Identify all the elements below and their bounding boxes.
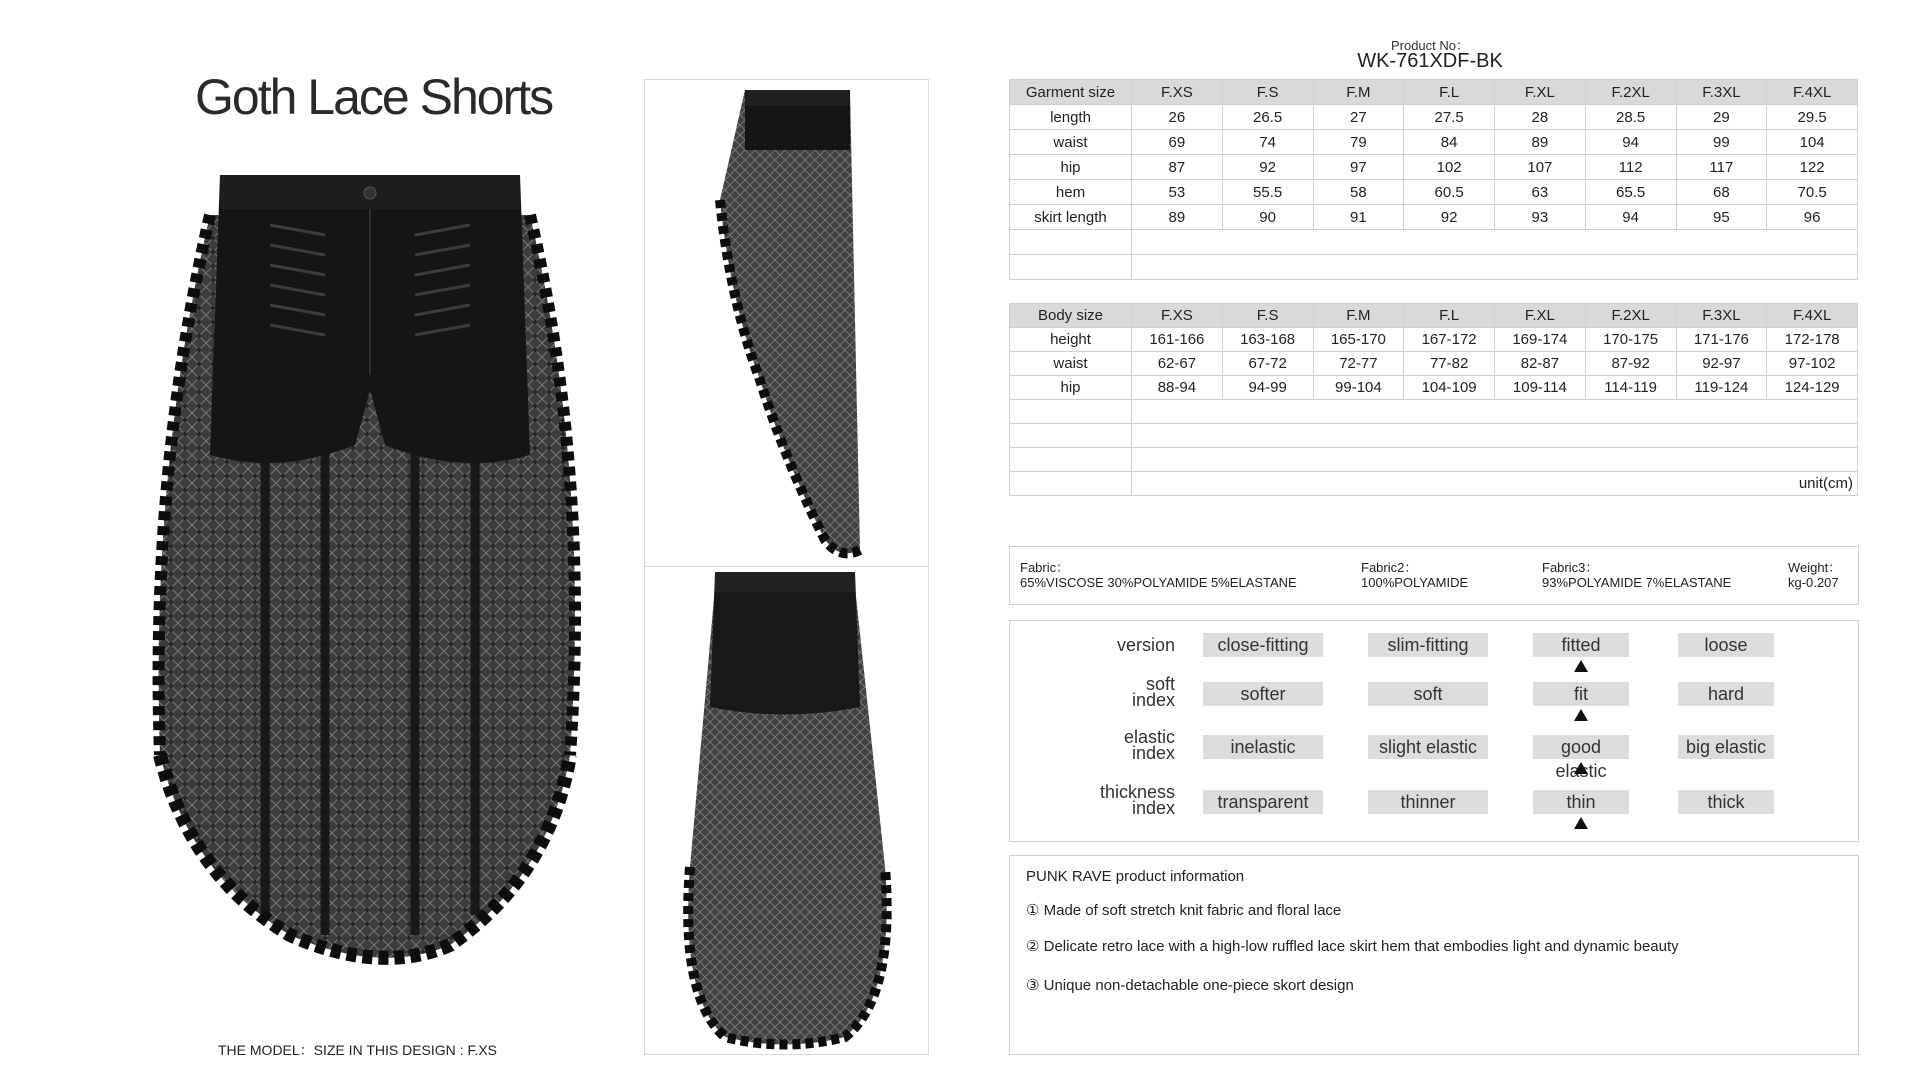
garment-row-label: length (1010, 105, 1132, 130)
garment-cell: 70.5 (1767, 180, 1858, 205)
index-label-line: index (1131, 690, 1175, 710)
body-row-label (1010, 424, 1132, 448)
garment-cell: 74 (1222, 130, 1313, 155)
body-row-label (1010, 448, 1132, 472)
selected-marker-icon (1574, 817, 1588, 829)
garment-row (1010, 130, 1858, 155)
index-label-line: elastic (1123, 727, 1175, 747)
weight-value: kg-0.207 (1788, 575, 1839, 590)
garment-cell: 92 (1404, 205, 1495, 230)
garment-cell: 27 (1313, 105, 1404, 130)
index-option: loose (1678, 633, 1774, 657)
unit-note: unit(cm) (1132, 472, 1858, 496)
body-cell: 67-72 (1222, 352, 1313, 376)
index-option: slim-fitting (1368, 633, 1488, 657)
body-empty-row (1010, 400, 1858, 424)
garment-cell: 26 (1132, 105, 1223, 130)
body-cell: 161-166 (1132, 328, 1223, 352)
body-cell: 62-67 (1132, 352, 1223, 376)
product-number: WK-761XDF-BK (1357, 50, 1503, 72)
body-cell: 82-87 (1495, 352, 1586, 376)
garment-cell: 92 (1222, 155, 1313, 180)
garment-cell: 122 (1767, 155, 1858, 180)
garment-cell: 94 (1585, 205, 1676, 230)
garment-cell: 104 (1767, 130, 1858, 155)
index-option: fitted (1533, 633, 1629, 657)
garment-cell: 89 (1495, 130, 1586, 155)
body-size-table (1009, 303, 1858, 496)
index-option: transparent (1203, 790, 1323, 814)
garment-cell: 60.5 (1404, 180, 1495, 205)
info-point-1: ① Made of soft stretch knit fabric and floral lace (1026, 902, 1342, 919)
fit-index-panel (1009, 620, 1859, 842)
body-row (1010, 328, 1858, 352)
fabric-3 (1542, 560, 1731, 590)
body-cell: F.4XL (1767, 304, 1858, 328)
body-row-label: waist (1010, 352, 1132, 376)
body-cell: 165-170 (1313, 328, 1404, 352)
body-cell (1132, 400, 1858, 424)
index-option: fit (1533, 682, 1629, 706)
index-option: thin (1533, 790, 1629, 814)
body-cell: F.XS (1132, 304, 1223, 328)
body-cell: F.2XL (1585, 304, 1676, 328)
product-info-panel (1009, 855, 1859, 1055)
info-heading: PUNK RAVE product information (1026, 868, 1245, 885)
garment-row-label: hip (1010, 155, 1132, 180)
body-cell: F.M (1313, 304, 1404, 328)
garment-cell: 93 (1495, 205, 1586, 230)
garment-cell: F.3XL (1676, 80, 1767, 105)
index-label (1055, 676, 1175, 708)
body-cell: F.L (1404, 304, 1495, 328)
garment-cell: 27.5 (1404, 105, 1495, 130)
index-label (1055, 784, 1175, 816)
index-option: good elastic (1533, 735, 1629, 759)
garment-cell: 55.5 (1222, 180, 1313, 205)
body-cell: 88-94 (1132, 376, 1223, 400)
body-row-label: Body size (1010, 304, 1132, 328)
fabric-2-label: Fabric2： (1361, 560, 1418, 575)
fabric-2 (1361, 560, 1468, 590)
body-cell: 167-172 (1404, 328, 1495, 352)
body-row (1010, 352, 1858, 376)
body-cell: 170-175 (1585, 328, 1676, 352)
garment-cell: 91 (1313, 205, 1404, 230)
index-label-line: soft (1145, 674, 1175, 694)
garment-cell: 112 (1585, 155, 1676, 180)
index-option: inelastic (1203, 735, 1323, 759)
body-row-label: hip (1010, 376, 1132, 400)
body-cell: 87-92 (1585, 352, 1676, 376)
weight-label: Weight： (1788, 560, 1842, 575)
garment-cell: F.L (1404, 80, 1495, 105)
garment-cell: F.4XL (1767, 80, 1858, 105)
garment-cell: 95 (1676, 205, 1767, 230)
index-label (1055, 729, 1175, 761)
body-cell: F.XL (1495, 304, 1586, 328)
body-cell (1132, 448, 1858, 472)
body-cell: F.3XL (1676, 304, 1767, 328)
body-cell: 97-102 (1767, 352, 1858, 376)
product-number-label: Product No： (1390, 38, 1470, 53)
body-cell: 169-174 (1495, 328, 1586, 352)
body-cell: 171-176 (1676, 328, 1767, 352)
garment-cell: 87 (1132, 155, 1223, 180)
garment-empty-row (1010, 255, 1858, 280)
fabric-1 (1020, 560, 1297, 590)
body-header-row (1010, 304, 1858, 328)
garment-row (1010, 180, 1858, 205)
garment-cell: 90 (1222, 205, 1313, 230)
garment-row-label: skirt length (1010, 205, 1132, 230)
garment-cell: 28 (1495, 105, 1586, 130)
body-empty-row (1010, 472, 1858, 496)
selected-marker-icon (1574, 709, 1588, 721)
body-row-label: height (1010, 328, 1132, 352)
body-cell: 94-99 (1222, 376, 1313, 400)
index-option: hard (1678, 682, 1774, 706)
page-title: Goth Lace Shorts (195, 69, 553, 125)
body-row-label (1010, 472, 1132, 496)
index-label (1055, 637, 1175, 653)
garment-row-label: Garment size (1010, 80, 1132, 105)
body-cell (1132, 424, 1858, 448)
body-cell: 99-104 (1313, 376, 1404, 400)
garment-cell: 69 (1132, 130, 1223, 155)
index-option: big elastic (1678, 735, 1774, 759)
body-cell: 77-82 (1404, 352, 1495, 376)
info-point-2: ② Delicate retro lace with a high-low ruffled lace skirt hem that embodies light and dynamic beauty (1026, 938, 1679, 955)
fabric-1-value: 65%VISCOSE 30%POLYAMIDE 5%ELASTANE (1020, 575, 1297, 590)
body-cell: 109-114 (1495, 376, 1586, 400)
garment-cell: 107 (1495, 155, 1586, 180)
index-label-line: index (1131, 743, 1175, 763)
garment-cell (1132, 230, 1858, 255)
garment-header-row (1010, 80, 1858, 105)
model-size-note: THE MODEL：SIZE IN THIS DESIGN : F.XS (218, 1042, 498, 1058)
garment-row-label: waist (1010, 130, 1132, 155)
garment-cell: 58 (1313, 180, 1404, 205)
body-cell: 72-77 (1313, 352, 1404, 376)
garment-cell: F.XL (1495, 80, 1586, 105)
garment-cell: 89 (1132, 205, 1223, 230)
garment-cell (1132, 255, 1858, 280)
garment-cell: 94 (1585, 130, 1676, 155)
body-cell: 104-109 (1404, 376, 1495, 400)
fabric-3-value: 93%POLYAMIDE 7%ELASTANE (1542, 575, 1732, 590)
selected-marker-icon (1574, 660, 1588, 672)
body-cell: 119-124 (1676, 376, 1767, 400)
body-cell: 172-178 (1767, 328, 1858, 352)
body-empty-row (1010, 448, 1858, 472)
garment-row (1010, 155, 1858, 180)
garment-row-label (1010, 230, 1132, 255)
garment-row-label (1010, 255, 1132, 280)
index-option: soft (1368, 682, 1488, 706)
garment-cell: 96 (1767, 205, 1858, 230)
garment-cell: 99 (1676, 130, 1767, 155)
garment-cell: 28.5 (1585, 105, 1676, 130)
index-label-line: version (1116, 635, 1175, 655)
fabric-panel (1009, 546, 1859, 605)
fabric-1-label: Fabric： (1020, 560, 1070, 575)
garment-empty-row (1010, 230, 1858, 255)
garment-cell: F.XS (1132, 80, 1223, 105)
info-point-3: ③ Unique non-detachable one-piece skort design (1026, 977, 1354, 994)
garment-cell: F.M (1313, 80, 1404, 105)
index-label-line: index (1131, 798, 1175, 818)
body-row (1010, 376, 1858, 400)
garment-cell: 68 (1676, 180, 1767, 205)
front-product-image (150, 175, 590, 1005)
garment-size-table (1009, 79, 1858, 280)
garment-cell: 53 (1132, 180, 1223, 205)
garment-row-label: hem (1010, 180, 1132, 205)
body-cell: 124-129 (1767, 376, 1858, 400)
garment-cell: 26.5 (1222, 105, 1313, 130)
back-product-image (644, 566, 929, 1055)
garment-cell: F.S (1222, 80, 1313, 105)
fabric-3-label: Fabric3： (1542, 560, 1599, 575)
body-cell: F.S (1222, 304, 1313, 328)
garment-cell: 84 (1404, 130, 1495, 155)
garment-cell: F.2XL (1585, 80, 1676, 105)
side-product-image (644, 79, 929, 568)
body-cell: 163-168 (1222, 328, 1313, 352)
garment-cell: 97 (1313, 155, 1404, 180)
selected-marker-icon (1574, 762, 1588, 774)
index-option: thick (1678, 790, 1774, 814)
index-option: slight elastic (1368, 735, 1488, 759)
index-option: softer (1203, 682, 1323, 706)
body-empty-row (1010, 424, 1858, 448)
body-cell: 114-119 (1585, 376, 1676, 400)
garment-cell: 29.5 (1767, 105, 1858, 130)
fabric-2-value: 100%POLYAMIDE (1361, 575, 1469, 590)
garment-cell: 102 (1404, 155, 1495, 180)
body-row-label (1010, 400, 1132, 424)
garment-cell: 117 (1676, 155, 1767, 180)
body-cell: 92-97 (1676, 352, 1767, 376)
garment-cell: 29 (1676, 105, 1767, 130)
garment-row (1010, 205, 1858, 230)
garment-cell: 79 (1313, 130, 1404, 155)
garment-row (1010, 105, 1858, 130)
index-option: thinner (1368, 790, 1488, 814)
index-label-line: thickness (1099, 782, 1175, 802)
garment-cell: 63 (1495, 180, 1586, 205)
weight (1788, 560, 1841, 590)
garment-cell: 65.5 (1585, 180, 1676, 205)
index-option: close-fitting (1203, 633, 1323, 657)
